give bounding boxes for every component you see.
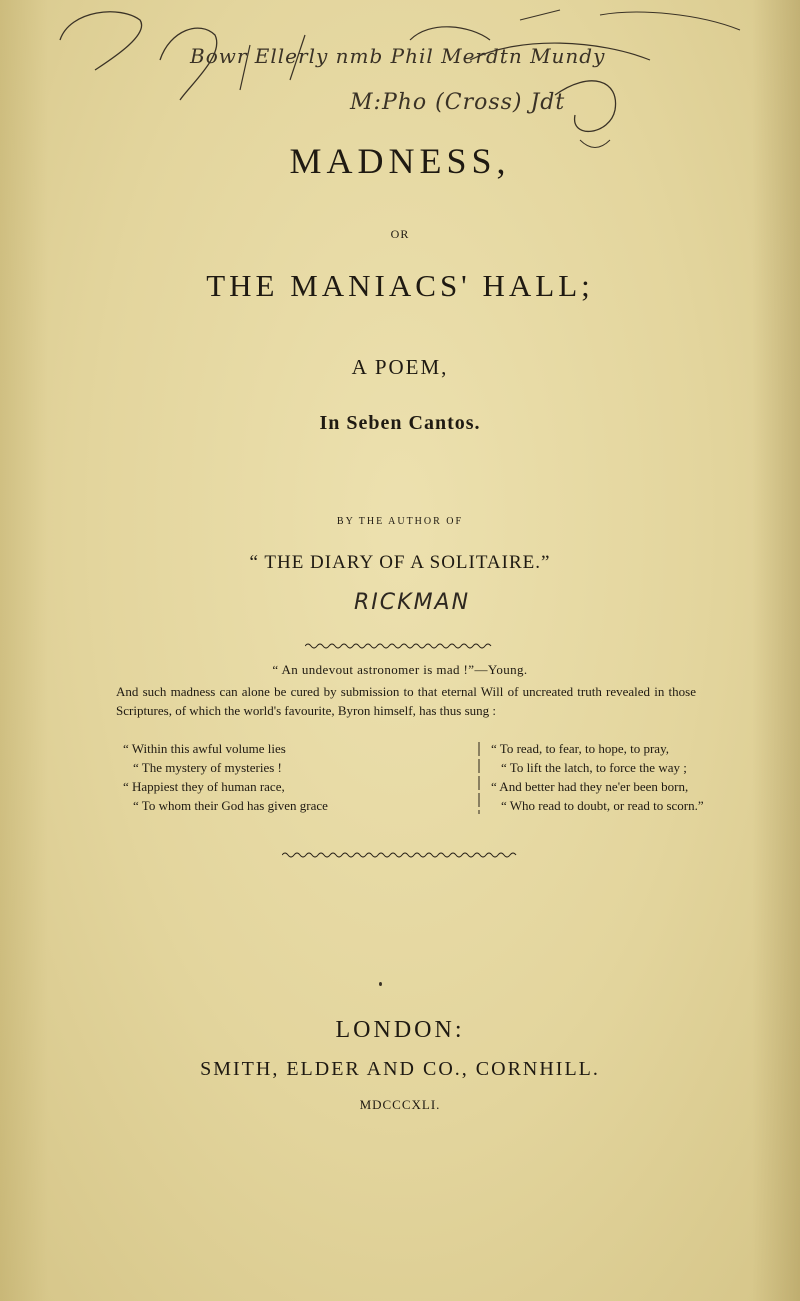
imprint-year: MDCCCXLI. xyxy=(359,1097,441,1112)
imprint-city: LONDON: xyxy=(335,1017,465,1043)
verse-line: “ Who read to doubt, or read to scorn.” xyxy=(501,798,704,813)
epigraph-quote: “ An undevout astronomer is mad !”—Young. xyxy=(272,662,528,677)
imprint-publisher: SMITH, ELDER AND CO., CORNHILL. xyxy=(200,1058,600,1080)
main-title: MADNESS, xyxy=(289,141,511,181)
genre-label: A POEM, xyxy=(351,355,449,379)
cantos-label: In Seben Cantos. xyxy=(319,412,481,434)
epigraph-prose: And such madness can alone be cured by submission to that eternal Will of uncreated truth revealed in those Scriptures, of which the world's favourite, Byron himself, has thus sung : xyxy=(116,684,696,718)
author-byline: BY THE AUTHOR OF xyxy=(336,516,464,527)
verse-line: “ And better had they ne'er been born, xyxy=(491,779,689,794)
title-conjunction: OR xyxy=(390,227,410,241)
verse-line: “ To whom their God has given grace xyxy=(133,798,328,813)
verse-line: “ Within this awful volume lies xyxy=(123,741,286,756)
verse-line: “ To read, to fear, to hope, to pray, xyxy=(491,741,669,756)
author-previous-work: “ THE DIARY OF A SOLITAIRE.” xyxy=(249,552,551,573)
wavy-divider-bottom xyxy=(282,851,518,859)
ink-speck xyxy=(379,982,382,986)
verse-line: “ The mystery of mysteries ! xyxy=(133,760,282,775)
verse-left-column xyxy=(123,739,328,815)
subtitle: THE MANIACS' HALL; xyxy=(206,268,594,303)
wavy-divider-top xyxy=(305,642,495,650)
verse-line: “ To lift the latch, to force the way ; xyxy=(501,760,687,775)
handwritten-inscription-line-2: M:Pho (Cross) Jdt xyxy=(350,90,566,115)
verse-brace xyxy=(478,740,484,816)
handwritten-inscription-line-1: Bowr Ellerly nmb Phil Merdtn Mundy xyxy=(190,44,606,68)
handwritten-signature: RICKMAN xyxy=(354,590,471,615)
verse-line: “ Happiest they of human race, xyxy=(123,779,285,794)
verse-right-column xyxy=(491,739,704,815)
